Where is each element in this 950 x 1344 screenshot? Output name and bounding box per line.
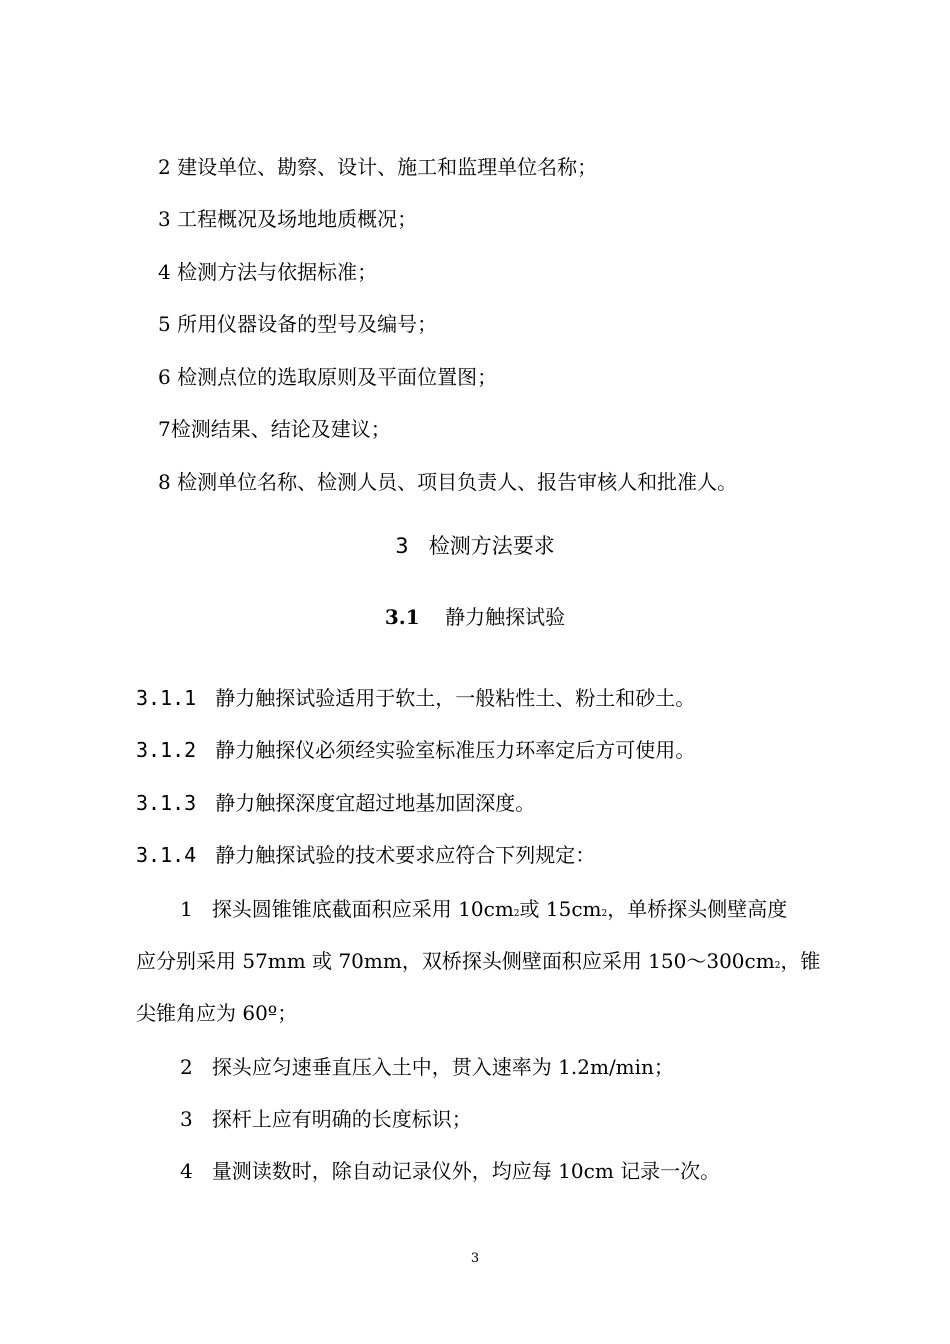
list-item: 3 工程概况及场地地质概况； [158, 207, 418, 231]
list-item: 2 建设单位、勘察、设计、施工和监理单位名称； [158, 155, 598, 179]
clause: 3.1.4 静力触探试验的技术要求应符合下列规定： [136, 843, 596, 867]
requirement-item: 4 量测读数时，除自动记录仪外，均应每 10cm 记录一次。 [180, 1159, 721, 1183]
requirement-item: 1 探头圆锥锥底截面积应采用 10cm2或 15cm2，单桥探头侧壁高度 [180, 897, 788, 921]
clause: 3.1.3 静力触探深度宜超过地基加固深度。 [136, 791, 536, 815]
list-item: 8 检测单位名称、检测人员、项目负责人、报告审核人和批准人。 [158, 470, 738, 494]
clause: 3.1.1 静力触探试验适用于软土，一般粘性土、粉土和砂土。 [136, 686, 696, 710]
requirement-item: 2 探头应匀速垂直压入土中，贯入速率为 1.2m/min； [180, 1055, 674, 1079]
list-item: 5 所用仪器设备的型号及编号； [158, 312, 438, 336]
subsection-heading: 3.1 静力触探试验 [384, 605, 566, 629]
list-item: 4 检测方法与依据标准； [158, 260, 378, 284]
clause: 3.1.2 静力触探仪必须经实验室标准压力环率定后方可使用。 [136, 738, 696, 762]
requirement-item-continuation: 应分别采用 57mm 或 70mm，双桥探头侧壁面积应采用 150～300cm2，锥 [136, 949, 821, 973]
section-heading: 3 检测方法要求 [395, 534, 555, 558]
page-number: 3 [470, 1251, 480, 1266]
requirement-item: 3 探杆上应有明确的长度标识； [180, 1107, 472, 1131]
list-item: 7检测结果、结论及建议； [158, 417, 391, 441]
requirement-item-continuation: 尖锥角应为 60º； [136, 1001, 298, 1025]
list-item: 6 检测点位的选取原则及平面位置图； [158, 365, 498, 389]
